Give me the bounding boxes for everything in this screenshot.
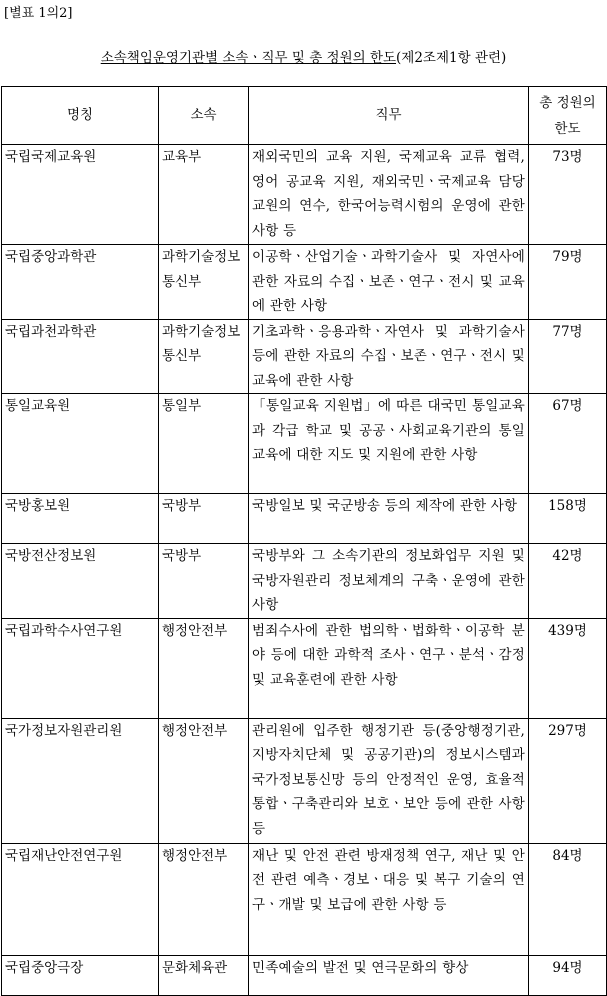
agency-table [1, 86, 607, 996]
annex-label: [별표 1의2] [4, 6, 73, 21]
cell-quota: 297명 [529, 718, 607, 843]
cell-quota: 42명 [529, 544, 607, 619]
cell-duty: 관리원에 입주한 행정기관 등(중앙행정기관, 지방자치단체 및 공공기관)의 정보시스템과 국가정보통신망 등의 안정적인 운영, 효율적 통합ㆍ구축관리와 보호ㆍ보안 등에 관한 사항 등 [249, 718, 529, 843]
document-title [0, 46, 607, 66]
cell-duty: 민족예술의 발전 및 연극문화의 향상 [249, 955, 529, 995]
table-row [2, 494, 607, 544]
header-affiliation: 소속 [159, 87, 249, 145]
cell-affiliation: 행정안전부 [159, 843, 249, 955]
table-row [2, 618, 607, 718]
table-row [2, 544, 607, 619]
cell-quota: 94명 [529, 955, 607, 995]
cell-name: 국립중앙과학관 [2, 245, 159, 320]
cell-duty: 재난 및 안전 관련 방재정책 연구, 재난 및 안전 관련 예측ㆍ경보ㆍ대응 및 복구 기술의 연구ㆍ개발 및 보급에 관한 사항 등 [249, 843, 529, 955]
header-quota: 총 정원의 한도 [529, 87, 607, 145]
cell-duty: 「통일교육 지원법」에 따른 대국민 통일교육과 각급 학교 및 공공ㆍ사회교육기관의 통일교육에 대한 지도 및 지원에 관한 사항 [249, 394, 529, 494]
cell-affiliation: 통일부 [159, 394, 249, 494]
cell-affiliation: 문화체육관 [159, 955, 249, 995]
header-name: 명칭 [2, 87, 159, 145]
table-row [2, 394, 607, 494]
cell-duty: 국방일보 및 국군방송 등의 제작에 관한 사항 [249, 494, 529, 544]
cell-name: 국립국제교육원 [2, 145, 159, 245]
cell-affiliation: 국방부 [159, 494, 249, 544]
cell-affiliation: 행정안전부 [159, 718, 249, 843]
cell-quota: 84명 [529, 843, 607, 955]
table-row [2, 245, 607, 320]
cell-name: 국방전산정보원 [2, 544, 159, 619]
cell-name: 국립과천과학관 [2, 319, 159, 394]
cell-quota: 439명 [529, 618, 607, 718]
cell-name: 국립과학수사연구원 [2, 618, 159, 718]
cell-affiliation: 국방부 [159, 544, 249, 619]
cell-quota: 79명 [529, 245, 607, 320]
title-main: 소속책임운영기관별 소속ㆍ직무 및 총 정원의 한도 [100, 50, 397, 66]
cell-duty: 재외국민의 교육 지원, 국제교육 교류 협력, 영어 공교육 지원, 재외국민ㆍ국제교육 담당 교원의 연수, 한국어능력시험의 운영에 관한 사항 등 [249, 145, 529, 245]
cell-name: 통일교육원 [2, 394, 159, 494]
table-row [2, 843, 607, 955]
cell-affiliation: 과학기술정보통신부 [159, 319, 249, 394]
cell-affiliation: 행정안전부 [159, 618, 249, 718]
cell-duty: 범죄수사에 관한 법의학ㆍ법화학ㆍ이공학 분야 등에 대한 과학적 조사ㆍ연구ㆍ분석ㆍ감정 및 교육훈련에 관한 사항 [249, 618, 529, 718]
cell-duty: 기초과학ㆍ응용과학ㆍ자연사 및 과학기술사 등에 관한 자료의 수집ㆍ보존ㆍ연구ㆍ전시 및 교육에 관한 사항 [249, 319, 529, 394]
cell-quota: 77명 [529, 319, 607, 394]
cell-name: 국방홍보원 [2, 494, 159, 544]
cell-duty: 국방부와 그 소속기관의 정보화업무 지원 및 국방자원관리 정보체계의 구축ㆍ운영에 관한 사항 [249, 544, 529, 619]
cell-name: 국립중앙극장 [2, 955, 159, 995]
cell-quota: 67명 [529, 394, 607, 494]
table-row [2, 319, 607, 394]
cell-affiliation: 과학기술정보통신부 [159, 245, 249, 320]
cell-name: 국가정보자원관리원 [2, 718, 159, 843]
cell-quota: 158명 [529, 494, 607, 544]
table-row [2, 718, 607, 843]
cell-duty: 이공학ㆍ산업기술ㆍ과학기술사 및 자연사에 관한 자료의 수집ㆍ보존ㆍ연구ㆍ전시 및 교육에 관한 사항 [249, 245, 529, 320]
cell-affiliation: 교육부 [159, 145, 249, 245]
cell-quota: 73명 [529, 145, 607, 245]
title-suffix: (제2조제1항 관련) [396, 50, 507, 66]
table-row [2, 955, 607, 995]
header-duty: 직무 [249, 87, 529, 145]
cell-name: 국립재난안전연구원 [2, 843, 159, 955]
table-row [2, 145, 607, 245]
